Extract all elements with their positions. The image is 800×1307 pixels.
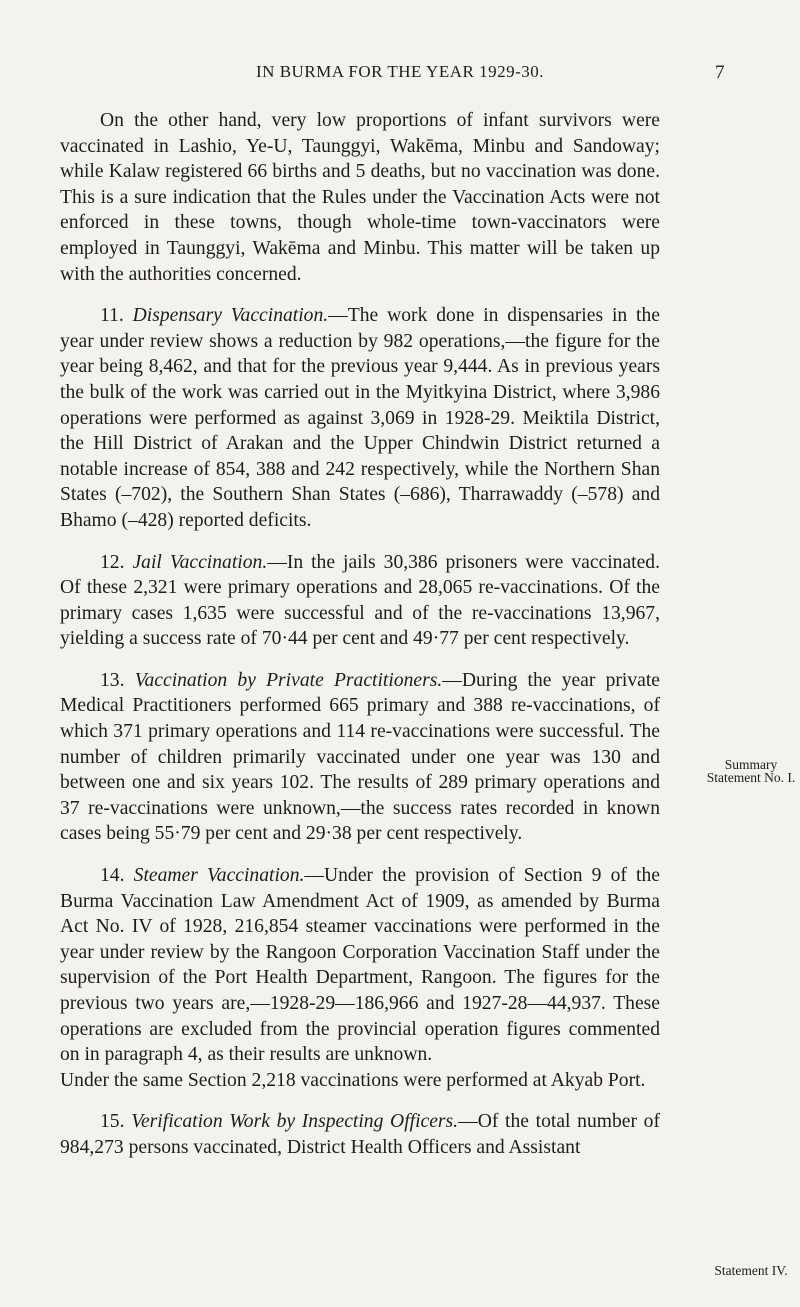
paragraph-steamer-vaccination bbox=[60, 863, 660, 1068]
paragraph-private-practitioners bbox=[60, 668, 660, 847]
margin-note-summary-statement: Summary Statement No. I. bbox=[706, 757, 796, 785]
paragraph-text: On the other hand, very low proportions of infant survivors were vaccinated in Lashio, Ye-U, Taunggyi, Wakēma, Minbu and Sandoway; while Kalaw registered 66 births and 5 deaths, but no vaccination was done. This is a sure indication that the Rules under the Vaccination Acts were not enforced in these towns, though whole-time town-vaccinators were employed in Taunggyi, Wakēma and Minbu. This matter will be taken up with the authorities concerned. bbox=[60, 110, 660, 285]
paragraph-verification-work bbox=[60, 1109, 660, 1160]
paragraph-text: —During the year private Medical Practitioners performed 665 primary and 388 re-vaccinations, of which 371 primary operations and 114 re-vaccinations were successful. The number of children primarily vaccinated under one year was 130 and between one and six years 102. The results of 289 primary operations and 37 re-vaccinations were unknown,—the success rates recorded in known cases being 55·79 per cent and 29·38 per cent respectively. bbox=[60, 669, 660, 845]
paragraph-heading: Steamer Vaccination. bbox=[133, 865, 305, 887]
paragraph-number: 15. bbox=[100, 1111, 125, 1133]
margin-note-statement-iv: Statement IV. bbox=[714, 1263, 788, 1278]
running-head: IN BURMA FOR THE YEAR 1929-30. bbox=[256, 62, 544, 81]
paragraph-text: —Of the total number of 984,273 persons vaccinated, District Health Officers and Assistant bbox=[60, 1111, 660, 1158]
paragraph-number: 14. bbox=[100, 865, 125, 887]
page-header bbox=[0, 14, 800, 83]
paragraph-number: 11. bbox=[100, 305, 124, 327]
paragraph-heading: Jail Vaccination. bbox=[132, 551, 268, 573]
paragraph-number: 12. bbox=[100, 551, 125, 573]
paragraph-text: —In the jails 30,386 prisoners were vaccinated. Of these 2,321 were primary operations and 28,065 re-vaccinations. Of the primary cases 1,635 were successful and of the re-vaccinations 13,967, yielding a success rate of 70·44 per cent and 49·77 per cent respectively. bbox=[60, 551, 660, 650]
paragraph-heading: Verification Work by Inspecting Officers. bbox=[131, 1111, 459, 1133]
body-text bbox=[60, 108, 660, 1177]
paragraph-number: 13. bbox=[100, 669, 125, 691]
paragraph-heading: Vaccination by Private Practitioners. bbox=[134, 669, 443, 691]
page-number: 7 bbox=[715, 62, 725, 83]
paragraph-jail-vaccination bbox=[60, 550, 660, 652]
paragraph-text: —Under the provision of Section 9 of the Burma Vaccination Law Amendment Act of 1909, as amended by Burma Act No. IV of 1928, 216,854 steamer vaccinations were performed in the year under review by the Rangoon Corporation Vaccination Staff under the supervision of the Port Health Department, Rangoon. The figures for the previous two years are,—1928-29—186,966 and 1927-28—44,937. These operations are excluded from the provincial operation figures commented on in paragraph 4, as their results are unknown. bbox=[60, 865, 660, 1066]
paragraph-dispensary-vaccination bbox=[60, 303, 660, 533]
paragraph-infant-survivors bbox=[60, 108, 660, 287]
paragraph-text: —The work done in dispensaries in the year under review shows a reduction by 982 operations,—the figure for the year being 8,462, and that for the previous year 9,444. As in previous years the bulk of the work was carried out in the Myitkyina District, where 3,986 operations were performed as against 3,069 in 1928-29. Meiktila District, the Hill District of Arakan and the Upper Chindwin District returned a notable increase of 854, 388 and 242 respectively, while the Northern Shan States (–702), the Southern Shan States (–686), Tharrawaddy (–578) and Bhamo (–428) reported deficits. bbox=[60, 305, 660, 531]
paragraph-akyab-port bbox=[60, 1068, 660, 1094]
paragraph-heading: Dispensary Vaccination. bbox=[132, 305, 329, 327]
paragraph-text: Under the same Section 2,218 vaccinations were performed at Akyab Port. bbox=[60, 1069, 646, 1091]
